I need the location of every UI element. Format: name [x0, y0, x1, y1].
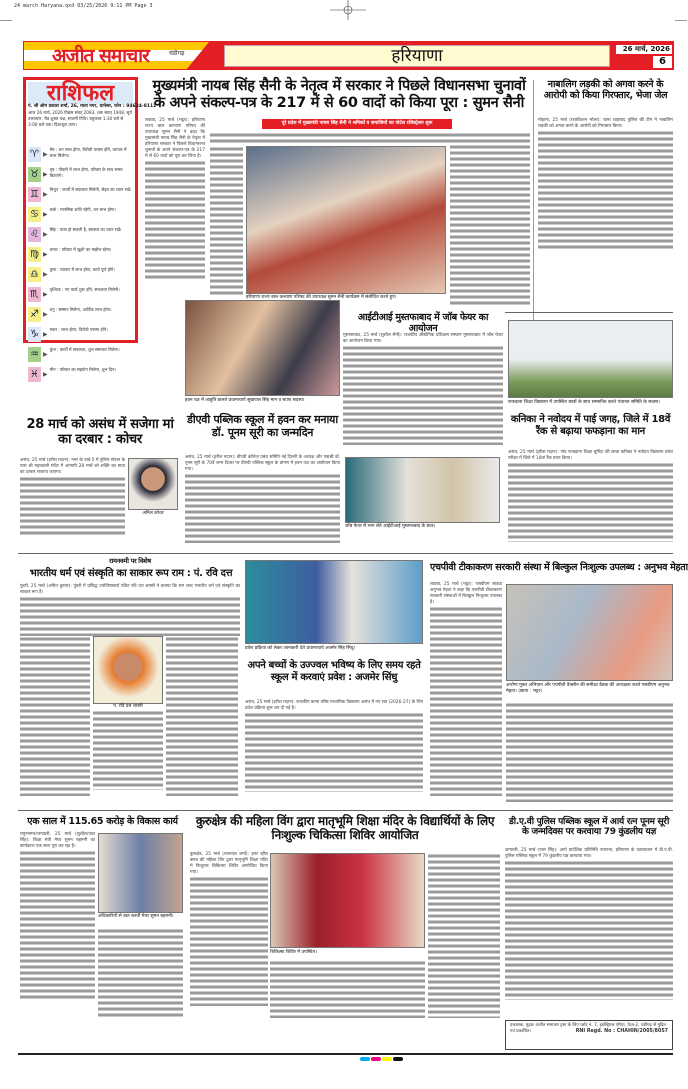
zodiac-glyph: ♌ — [30, 229, 39, 240]
sign-text: कुंभ : कार्यों में सफलता, शुभ समाचार मिलेगा। — [49, 347, 120, 352]
kkr-body — [190, 852, 268, 1017]
horoscope-sign — [28, 367, 133, 386]
iti-body — [343, 333, 503, 453]
havan-photo — [185, 300, 340, 396]
horoscope-sign — [28, 227, 133, 246]
zodiac-glyph: ♓ — [30, 369, 39, 380]
divider — [18, 553, 673, 554]
arrow-icon: ▶ — [43, 231, 48, 238]
hpv-headline: एचपीवी टीकाकरण सरकारी संस्था में बिल्कुल निःशुल्क उपलब्ध : अनुभव मेहता — [430, 562, 688, 573]
admission-photo — [245, 560, 423, 644]
zodiac-glyph: ♊ — [30, 189, 39, 200]
horoscope-sign — [28, 347, 133, 366]
mayor-photo — [98, 833, 183, 913]
horoscope-sign — [28, 187, 133, 206]
horoscope-sign — [28, 327, 133, 346]
horoscope-sign — [28, 147, 133, 166]
column-rule — [533, 80, 534, 340]
taurus-icon — [28, 167, 41, 182]
horoscope-sign — [28, 207, 133, 226]
arrow-icon: ▶ — [43, 291, 48, 298]
zodiac-glyph: ♎ — [30, 269, 39, 280]
side-body — [538, 118, 673, 268]
imprint-text: प्रकाशक, मुद्रक अजीत समाचार ट्रस्ट के लिए प्लॉट नं. 7, इंडस्ट्रियल एरिया, फेज़-2, चंडीगढ़ से मुद्रित एवं प्रकाशित। — [510, 1023, 666, 1034]
zodiac-glyph: ♉ — [30, 169, 39, 180]
ram-portrait — [93, 636, 163, 704]
arrow-icon: ▶ — [43, 271, 48, 278]
arrow-icon: ▶ — [43, 211, 48, 218]
arrow-icon: ▶ — [43, 151, 48, 158]
zodiac-glyph: ♈ — [30, 149, 39, 160]
ajmer-body — [245, 700, 423, 800]
print-slug: 24 march Haryana.qxd 03/25/2026 9:11 PM Page 3 — [14, 3, 153, 9]
sign-text: मेष : धन लाभ होगा, विरोधी परास्त होंगे, व्यापार में लाभ मिलेगा। — [49, 147, 127, 158]
aries-icon — [28, 147, 41, 162]
kochar-caption: अनिल कोचर — [142, 511, 164, 516]
camp-caption: चिकित्सा शिविर में उपस्थित। — [270, 950, 317, 955]
sign-text: वृश्चिक : नए कार्य शुरू होंगे, सफलता मिलेगी। — [49, 287, 120, 292]
horoscope-intro: आज 26 मार्च, 2026 विक्रम संवत् 2083, शक संवत् 1948, सूर्य उत्तरायण, चैत्र शुक्ल पक्ष, सप्तमी तिथि। राहुकाल 1:30 बजे से 3:00 बजे तक। दिशाशूल उत्तर। — [28, 110, 132, 127]
photo-credit: (छाया : भट्टर) — [518, 689, 542, 694]
pisces-icon — [28, 367, 41, 382]
scorpio-icon — [28, 287, 41, 302]
zodiac-glyph: ♍ — [30, 249, 39, 260]
iti-headline: आईटीआई मुस्तफाबाद में जॉब फेयर का आयोजन — [357, 312, 489, 334]
section-title: हरियाणा — [224, 45, 610, 67]
zodiac-glyph: ♋ — [30, 209, 39, 220]
masthead — [23, 41, 674, 70]
students-photo — [508, 320, 673, 398]
crop-mark — [675, 20, 687, 21]
zodiac-glyph: ♒ — [30, 349, 39, 360]
ram-headline: भारतीय धर्म एवं संस्कृति का साकार रूप राम : पं. रवि दत्त — [29, 568, 233, 579]
leo-icon — [28, 227, 41, 242]
dev-body — [20, 832, 95, 1017]
arrow-icon: ▶ — [43, 171, 48, 178]
kanika-body — [508, 450, 673, 550]
ajmer-headline: अपने बच्चों के उज्ज्वल भविष्य के लिए समय रहते स्कूल में करवाएं प्रवेश : अजमेर सिंधु — [247, 660, 421, 683]
horoscope-sign — [28, 287, 133, 306]
rni-number: RNI Regd. No : CHAHIN/2005/8057 — [575, 1029, 668, 1034]
hpv-caption — [506, 683, 673, 695]
dev-body-text: यमुनानगर/जगाधरी, 25 मार्च (सुशील/पाल सिंह): शिक्षा मंत्री मेयर सुमन बहमनी का कार्यकाल एक साल पूरा कर रहा है। — [20, 832, 95, 849]
horoscope-sign — [28, 167, 133, 186]
horoscope-sign — [28, 247, 133, 266]
sign-text: तुला : व्यापार में लाभ होगा, कार्य पूर्ण होंगे। — [49, 267, 115, 272]
kochar-headline: 28 मार्च को असंध में सजेगा मां का दरबार : कोचर — [26, 417, 174, 447]
mayor-caption: अधिकारियों से बात करतीं मेयर सुमन बहमनी। — [98, 914, 174, 919]
hpv-body — [430, 582, 502, 802]
lead-body-text: लाडवा, 25 मार्च (भट्टर): हरियाणा राज्य बाल कल्याण परिषद की उपाध्यक्ष सुमन सैनी ने कहा कि मुख्यमंत्री नायब सिंह सैनी के नेतृत्व में हरियाणा सरकार ने पिछले विधानसभा चुनावों के अपने संकल्प-पत्र के 217 में से 60 वादों को पूरा कर लिया है। — [145, 118, 205, 159]
sagittarius-icon — [28, 307, 41, 322]
sign-text: कर्क : मानसिक शांति रहेगी, धन लाभ होगा। — [49, 207, 117, 212]
kkr-body-cont — [428, 853, 500, 1018]
admission-caption: प्रवेश प्रक्रिया को लेकर जानकारी देते प्रधानाचार्य अजमेर सिंह सिंधु। — [245, 646, 356, 651]
ram-kicker: रामनवमी पर विशेष — [109, 557, 151, 565]
horoscope-sign — [28, 267, 133, 286]
lead-photo — [246, 146, 446, 294]
arrow-icon: ▶ — [43, 251, 48, 258]
iti-caption: जॉब फेयर में भाग लेते आईटीआई मुस्तफाबाद के छात्र। — [345, 524, 436, 529]
libra-icon — [28, 267, 41, 282]
sign-text: मकर : लाभ होगा, विरोधी परास्त होंगे। — [49, 327, 108, 332]
virgo-icon — [28, 247, 41, 262]
newspaper-logo: अजीत समाचार — [52, 45, 149, 67]
registration-mark-icon — [330, 0, 366, 20]
edition-city: चंडीगढ़ — [169, 50, 185, 57]
ajmer-body-text: असंध, 25 मार्च (हरीश मदान): राजकीय कन्या वरिष्ठ माध्यमिक विद्यालय असंध में नए सत्र (2026-27) के लिए प्रवेश प्रक्रिया शुरू कर दी गई है। — [245, 700, 423, 711]
lead-photo-caption: हरियाणा राज्य बाल कल्याण परिषद की उपाध्यक्ष सुमन सैनी कार्यक्रम में संबोधित करते हुए। — [246, 295, 397, 300]
ram-body-text: पुंडरी, 25 मार्च (अमित कुमार): पुंडरी में प्रसिद्ध ज्योतिषाचार्य पंडित रवि दत्त शास्त्री ने बताया कि राम शब्द भारतीय धर्म एवं संस्कृति का साकार रूप है। — [20, 584, 240, 595]
kanika-body-text: असंध, 25 मार्च (हरीश मदान): गांव फफड़ाना शिक्षा चुनिंदा की छात्रा कनिका ने नवोदय विद्यालय प्रवेश परीक्षा में जिले में 18वां रैंक प्राप्त किया। — [508, 450, 673, 461]
davp-body — [505, 848, 673, 1016]
arrow-icon: ▶ — [43, 371, 48, 378]
dev-headline: एक साल में 115.65 करोड़ के विकास कार्य — [27, 816, 178, 827]
zodiac-glyph: ♏ — [30, 289, 39, 300]
hpv-caption-text: आरोग्य मुक्त अभियान और एचपीवी वैक्सीन की समीक्षा बैठक की अध्यक्षता करते एसडीएम अनुभव मेहता। — [506, 683, 670, 694]
students-caption: फफड़ाना शिक्षा विद्यालय में उपस्थित छात्रों के साथ सम्मानित करते पंचायत समिति के सदस्य। — [508, 400, 660, 405]
davp-headline: डी.ए.वी पुलिस पब्लिक स्कूल में आर्य रत्न पूनम सूरी के जन्मदिवस पर करवाया 79 कुंडलीय यज्ञ — [508, 817, 669, 838]
kkr-headline: कुरुक्षेत्र की महिला विंग द्वारा मातृभूमि शिक्षा मंदिर के विद्यार्थियों के लिए निःशुल्क चिकित्सा शिविर आयोजित — [195, 814, 495, 842]
sign-text: सिंह : यात्रा हो सकती है, स्वास्थ्य का ध्यान रखें। — [49, 227, 122, 232]
davp-body-text: जगाधरी, 25 मार्च (पाल सिंह): आर्य प्रादेशिक प्रतिनिधि उपसभा, हरियाणा के तत्वावधान में डी.ए.वी. पुलिस पब्लिक स्कूल में 79 कुंडलीय यज्ञ करवाया गया। — [505, 848, 673, 859]
horoscope-title: राशिफल — [28, 82, 133, 104]
hpv-photo — [506, 584, 673, 681]
cancer-icon — [28, 207, 41, 222]
dev-body-cont — [98, 928, 183, 1018]
kanika-headline: कनिका ने नवोदय में पाई जगह, जिले में 18वें रैंक से बढ़ाया फफड़ाना का मान — [510, 414, 671, 437]
sign-text: मिथुन : कार्यों में सफलता मिलेगी, सेहत का ध्यान रखें। — [49, 187, 132, 192]
zodiac-glyph: ♐ — [30, 309, 39, 320]
iti-body-text: मुस्तफाबाद, 25 मार्च (सुशील सैनी): राजकीय औद्योगिक प्रशिक्षण संस्थान मुस्तफाबाद में जॉब फेयर का आयोजन किया गया। — [343, 333, 503, 344]
lead-headline: मुख्यमंत्री नायब सिंह सैनी के नेतृत्व में सरकार ने पिछले विधानसभा चुनावों के अपने संकल्प-पत्र के 217 में से 60 वादों को किया पूरा : सुमन सैनी — [152, 78, 526, 111]
kkr-body-text: कुरुक्षेत्र, 25 मार्च (राजपाल शर्मा): इनर व्हील क्लब की महिला विंग द्वारा मातृभूमि शिक्षा मंदिर में निःशुल्क चिकित्सा शिविर आयोजित किया गया। — [190, 852, 268, 875]
dav-body — [185, 455, 340, 550]
bottom-rule — [18, 1053, 673, 1055]
lead-body-cont — [450, 132, 530, 307]
lead-body — [145, 118, 205, 298]
horoscope-box — [23, 77, 157, 380]
sign-text: मीन : परिवार का सहयोग मिलेगा, शुभ दिन। — [49, 367, 117, 372]
arrow-icon: ▶ — [43, 191, 48, 198]
kochar-body — [20, 458, 125, 548]
aquarius-icon — [28, 347, 41, 362]
arrow-icon: ▶ — [43, 351, 48, 358]
sign-text: वृष : नौकरी में लाभ होगा, परिवार के साथ समय बिताएंगे। — [49, 167, 123, 178]
astrologer-address: पं. श्री ओम प्रकाश शर्मा, 26, माता नगर, थानेसर, फोन : 94624-8111 — [28, 104, 157, 109]
kochar-body-text: असंध, 25 मार्च (हरीश मदान): नगर के वार्ड-5 में पुलिस स्टेशन के पास श्री महाकाली मंदिर में आगामी 28 मार्च को शक्ति का माता का दरबार सजाया जाएगा। — [20, 458, 125, 475]
iti-photo — [345, 457, 500, 523]
page-number: 6 — [653, 56, 672, 68]
color-bar — [360, 1057, 403, 1061]
sign-text: कन्या : परिवार में खुशी का माहौल रहेगा। — [49, 247, 112, 252]
hpv-body-cont — [506, 702, 673, 802]
capricorn-icon — [28, 327, 41, 342]
gemini-icon — [28, 187, 41, 202]
divider — [505, 312, 673, 313]
lead-strip: पूरे प्रदेश में मुख्यमंत्री नायब सिंह सैनी ने श्रमिकों व समाजियों का पोर्टल रजिस्ट्रेशन शुरू — [262, 119, 452, 129]
camp-photo — [270, 853, 425, 948]
imprint-box — [505, 1020, 673, 1050]
arrow-icon: ▶ — [43, 331, 48, 338]
dav-headline: डीएवी पब्लिक स्कूल में हवन कर मनाया डॉ. पूनम सूरी का जन्मदिन — [187, 413, 338, 439]
kochar-portrait — [128, 458, 178, 510]
ram-body — [20, 584, 240, 804]
hpv-body-text: लाडवा, 25 मार्च (भट्टर): एसडीएम लाडवा अनुभव मेहता ने कहा कि एचपीवी टीकाकरण सरकारी संस्थाओं में बिल्कुल निःशुल्क उपलब्ध है। — [430, 582, 502, 605]
divider — [18, 810, 673, 811]
havan-caption: हवन यज्ञ में आहुति डालते प्रधानाचार्य सुखपाल सिंह मान व स्टाफ सदस्य। — [185, 398, 305, 403]
lead-body-cont — [210, 146, 243, 296]
issue-date: 26 मार्च, 2026 — [616, 45, 672, 54]
horoscope-sign — [28, 307, 133, 326]
dav-body-text: असंध, 25 मार्च (हरीश मदान): डीएवी कॉलेज प्रबंध समिति नई दिल्ली के अध्यक्ष और पद्मश्री डॉ. पूनम सूरी के 70वें जन्म दिवस पर डीएवी पब्लिक स्कूल के प्रांगण में हवन यज्ञ का आयोजन किया गया। — [185, 455, 340, 472]
kkr-body-cont — [270, 960, 425, 1018]
side-headline: नाबालिग लड़की को अगवा करने के आरोपी को किया गिरफ्तार, भेजा जेल — [543, 79, 668, 101]
crop-mark — [0, 20, 12, 21]
sign-text: धनु : सम्मान मिलेगा, आर्थिक लाभ होगा। — [49, 307, 112, 312]
arrow-icon: ▶ — [43, 311, 48, 318]
zodiac-glyph: ♑ — [30, 329, 39, 340]
side-body-text: मोहाना, 25 मार्च (राजकिशन भोला): थाना शाहबाद पुलिस की टीम ने नाबालिग लड़की को अगवा करने के आरोपी को गिरफ्तार किया। — [538, 118, 673, 129]
ram-caption: पं. रवि दत्त शास्त्री — [113, 704, 143, 709]
